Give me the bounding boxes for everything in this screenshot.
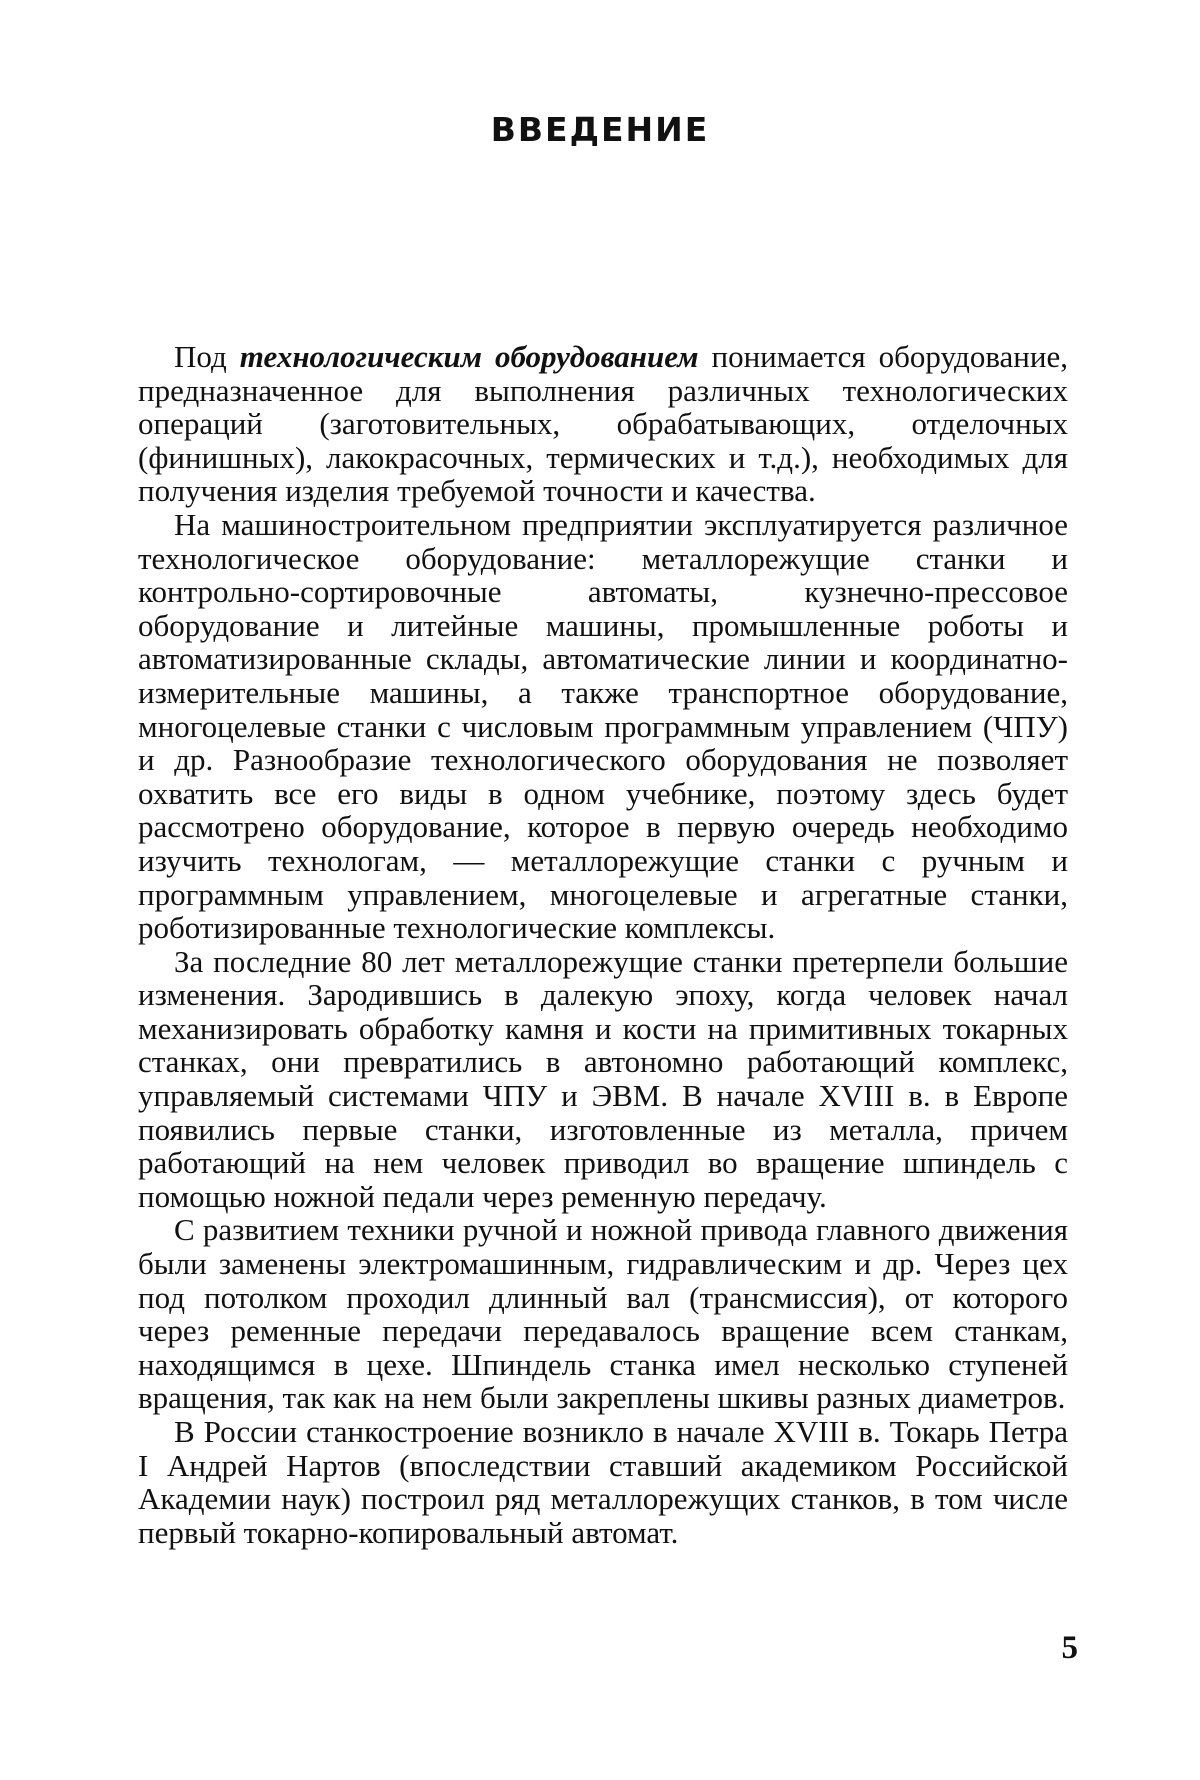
paragraph-1-rest: понимается оборудование, предназначенное для выполнения различных технологических операций (заготовительных, обрабатывающих, отделочных (финишных), лакокрасочных, термических и т.д.), необходимых для получения изделия требуемой точности и качества. [138,339,1068,509]
paragraph-1-lead: Под [174,339,240,374]
paragraph-1 [138,340,1068,508]
paragraph-2: На машиностроительном предприятии эксплуатируется различное технологическое оборудование: металлорежущие станки и контрольно-сортировочные автоматы, кузнечно-прессовое оборудование и литейные машины, промышленные роботы и автоматизированные склады, автоматические линии и координатно-измерительные машины, а также транспортное оборудование, многоцелевые станки с числовым программным управлением (ЧПУ) и др. Разнообразие технологического оборудования не позволяет охватить все его виды в одном учебнике, поэтому здесь будет рассмотрено оборудование, которое в первую очередь необходимо изучить технологам, — металлорежущие станки с ручным и программным управлением, многоцелевые и агрегатные станки, роботизированные технологические комплексы. [138,506,1068,946]
body-text [138,340,1068,1549]
chapter-heading: ВВЕДЕНИЕ [490,110,710,149]
term-emphasis: технологическим оборудованием [239,339,699,374]
paragraph-4: С развитием техники ручной и ножной привода главного движения были заменены электромашинным, гидравлическим и др. Через цех под потолком проходил длинный вал (трансмиссия), от которого через ременные передачи передавалось вращение всем станкам, находящимся в цехе. Шпиндель станка имел несколько ступеней вращения, так как на нем были закреплены шкивы разных диаметров. [138,1212,1068,1416]
page-number: 5 [1061,1630,1078,1666]
paragraph-5: В России станкостроение возникло в начале XVIII в. Токарь Петра I Андрей Нартов (впоследствии ставший академиком Российской Академии наук) построил ряд металлорежущих станков, в том числе первый токарно-копировальный автомат. [138,1414,1068,1550]
paragraph-3: За последние 80 лет металлорежущие станки претерпели большие изменения. Зародившись в далекую эпоху, когда человек начал механизировать обработку камня и кости на примитивных токарных станках, они превратились в автономно работающий комплекс, управляемый системами ЧПУ и ЭВМ. В начале XVIII в. в Европе появились первые станки, изготовленные из металла, причем работающий на нем человек приводил во вращение шпиндель с помощью ножной педали через ременную передачу. [138,943,1068,1214]
